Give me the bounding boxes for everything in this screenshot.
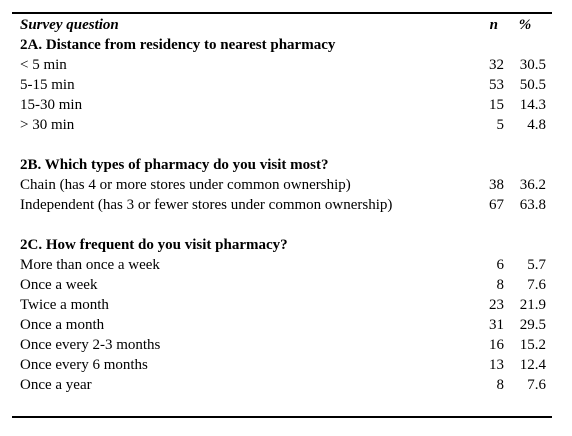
row-label: Once a month xyxy=(20,317,105,333)
table-row xyxy=(20,115,560,135)
header-survey-question: Survey question xyxy=(20,17,119,33)
row-n: 8 xyxy=(496,277,504,293)
header-percent: % xyxy=(518,17,532,33)
row-n: 32 xyxy=(489,57,504,73)
row-label: Once a week xyxy=(20,277,98,293)
row-label: More than once a week xyxy=(20,257,160,273)
row-percent: 50.5 xyxy=(519,77,546,93)
table-row xyxy=(20,95,560,115)
row-percent: 7.6 xyxy=(527,377,546,393)
row-n: 8 xyxy=(496,377,504,393)
row-percent: 7.6 xyxy=(527,277,546,293)
survey-table xyxy=(20,15,560,395)
row-label: Chain (has 4 or more stores under common ownership) xyxy=(20,177,351,193)
row-percent: 63.8 xyxy=(519,197,546,213)
section-spacer xyxy=(20,135,560,155)
row-label: Once every 6 months xyxy=(20,357,148,373)
row-n: 15 xyxy=(489,97,504,113)
row-percent: 15.2 xyxy=(519,337,546,353)
row-label: Independent (has 3 or fewer stores under common ownership) xyxy=(20,197,393,213)
row-n: 13 xyxy=(489,357,504,373)
row-n: 6 xyxy=(496,257,504,273)
table-bottom-rule xyxy=(12,416,552,418)
row-label: Twice a month xyxy=(20,297,109,313)
row-percent: 12.4 xyxy=(519,357,546,373)
row-percent: 36.2 xyxy=(519,177,546,193)
table-row xyxy=(20,295,560,315)
row-label: < 5 min xyxy=(20,57,67,73)
table-row xyxy=(20,375,560,395)
section-title-row xyxy=(20,155,560,175)
row-percent: 14.3 xyxy=(519,97,546,113)
section-spacer xyxy=(20,215,560,235)
section-title: 2B. Which types of pharmacy do you visit most? xyxy=(20,157,329,173)
table-top-rule xyxy=(12,12,552,14)
row-label: > 30 min xyxy=(20,117,75,133)
row-n: 5 xyxy=(496,117,504,133)
row-n: 67 xyxy=(489,197,504,213)
row-percent: 4.8 xyxy=(527,117,546,133)
row-n: 23 xyxy=(489,297,504,313)
row-percent: 30.5 xyxy=(519,57,546,73)
table-row xyxy=(20,195,560,215)
section-title: 2C. How frequent do you visit pharmacy? xyxy=(20,237,288,253)
row-label: 5-15 min xyxy=(20,77,75,93)
table-row xyxy=(20,315,560,335)
row-n: 16 xyxy=(489,337,504,353)
row-n: 31 xyxy=(489,317,504,333)
row-percent: 29.5 xyxy=(519,317,546,333)
row-percent: 5.7 xyxy=(527,257,546,273)
section-title-row xyxy=(20,235,560,255)
header-n: n xyxy=(489,17,498,33)
table-row xyxy=(20,175,560,195)
table-body xyxy=(20,35,560,395)
table-row xyxy=(20,55,560,75)
row-n: 53 xyxy=(489,77,504,93)
table-row xyxy=(20,75,560,95)
section-title: 2A. Distance from residency to nearest pharmacy xyxy=(20,37,336,53)
row-label: Once every 2-3 months xyxy=(20,337,161,353)
row-label: Once a year xyxy=(20,377,92,393)
table-header-row xyxy=(20,15,560,35)
row-n: 38 xyxy=(489,177,504,193)
table-row xyxy=(20,255,560,275)
table-row xyxy=(20,355,560,375)
row-percent: 21.9 xyxy=(519,297,546,313)
row-label: 15-30 min xyxy=(20,97,83,113)
section-title-row xyxy=(20,35,560,55)
table-row xyxy=(20,275,560,295)
table-row xyxy=(20,335,560,355)
